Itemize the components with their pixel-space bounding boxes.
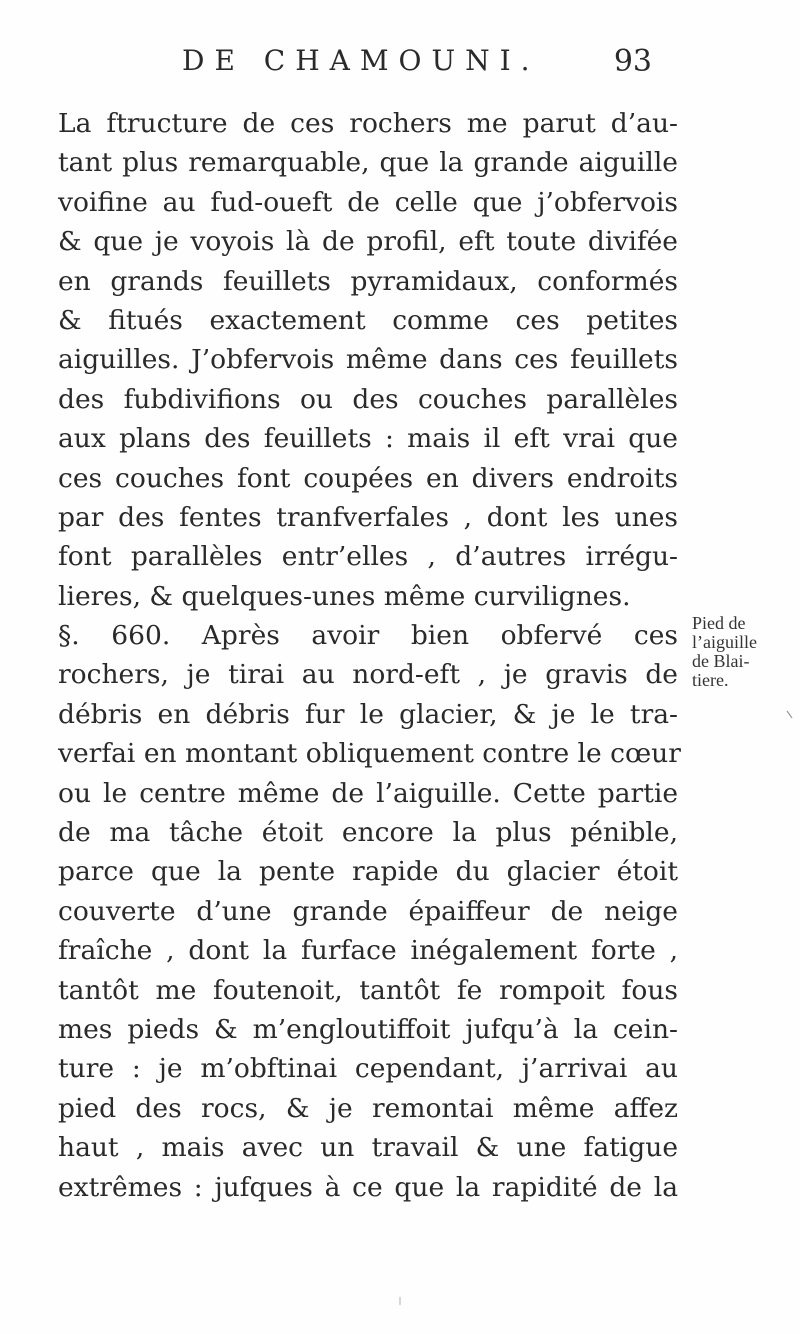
ink-speck-mark [398, 1296, 402, 1306]
margin-note-line: Pied de [692, 613, 746, 633]
margin-note-line: de Blai- [692, 651, 750, 671]
text-line: pied des rocs, & je remontai même affez [58, 1092, 678, 1124]
text-line: tant plus remarquable, que la grande aiguille [58, 147, 678, 179]
text-line: parce que la pente rapide du glacier étoit [58, 856, 678, 888]
text-line: extrêmes : jufques à ce que la rapidité de la [58, 1171, 678, 1203]
text-line: haut , mais avec un travail & une fatigue [58, 1132, 678, 1164]
margin-note-line: tiere. [692, 670, 729, 690]
text-line: aiguilles. J’obfervois même dans ces feuillets [58, 344, 678, 376]
text-line: couverte d’une grande épaiffeur de neige [58, 895, 678, 927]
text-line: par des fentes tranfverfales , dont les unes [58, 501, 678, 533]
text-line: & fitués exactement comme ces petites [58, 304, 678, 336]
text-line: mes pieds & m’engloutiffoit jufqu’à la cein- [58, 1013, 678, 1045]
section-start-line: §. 660. Après avoir bien obfervé ces [58, 620, 678, 652]
page-number: 93 [613, 44, 652, 79]
text-line: aux plans des feuillets : mais il eft vrai que [58, 423, 678, 455]
text-line: tantôt me foutenoit, tantôt fe rompoit fous [58, 974, 678, 1006]
text-line: font parallèles entr’elles , d’autres irrégu- [58, 541, 678, 573]
text-line: en grands feuillets pyramidaux, conformés [58, 265, 678, 297]
running-head [182, 44, 652, 88]
text-line: fraîche , dont la furface inégalement forte , [58, 935, 678, 967]
text-line: voifine au fud-oueft de celle que j’obfervois [58, 186, 678, 218]
text-line: verfai en montant obliquement contre le cœur [58, 738, 681, 770]
running-head-title: DE CHAMOUNI. [182, 44, 540, 77]
margin-note-line: l’aiguille [692, 632, 757, 652]
text-line: & que je voyois là de profil, eft toute divifée [58, 226, 678, 258]
text-line: de ma tâche étoit encore la plus pénible, [58, 817, 678, 849]
text-line: ture : je m’obftinai cependant, j’arrivai au [58, 1053, 678, 1085]
ink-speck-mark [786, 710, 794, 720]
text-line: ou le centre même de l’aiguille. Cette partie [58, 777, 678, 809]
text-line: ces couches font coupées en divers endroits [58, 462, 678, 494]
text-line: rochers, je tirai au nord-eft , je gravis de [58, 659, 678, 691]
margin-note [692, 614, 796, 690]
text-line: La ftructure de ces rochers me parut d’au- [58, 108, 678, 139]
text-line: lieres, & quelques-unes même curvilignes. [58, 580, 631, 612]
text-line: débris en débris fur le glacier, & je le tra- [58, 698, 678, 730]
text-line: des fubdivifions ou des couches parallèles [58, 383, 678, 415]
body-text [58, 104, 681, 1207]
